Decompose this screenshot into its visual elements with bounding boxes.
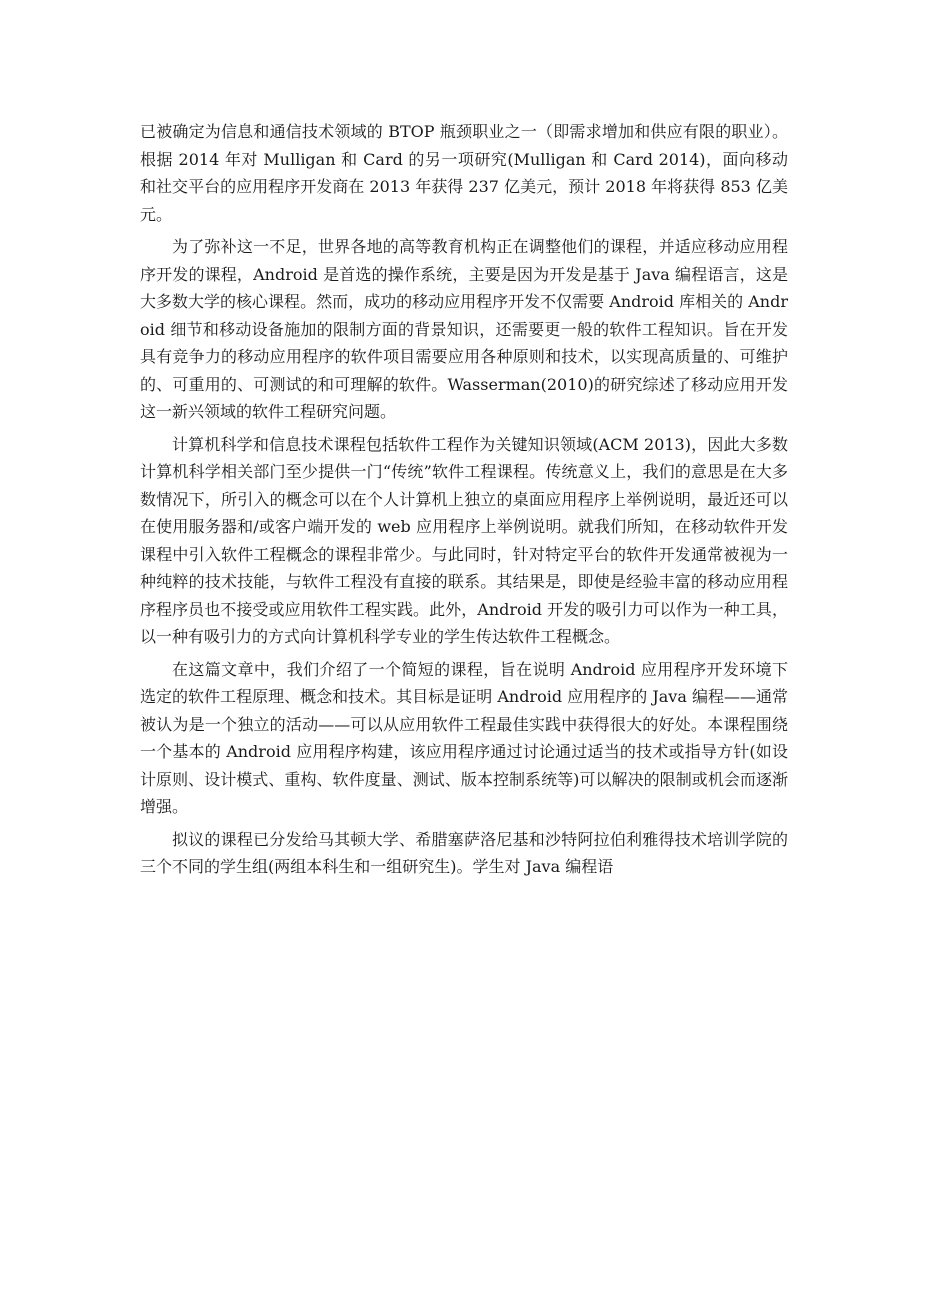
- paragraph-short-course: 在这篇文章中，我们介绍了一个简短的课程，旨在说明 Android 应用程序开发环境下选定的软件工程原理、概念和技术。其目标是证明 Android 应用程序的 Java 编程——通常被认为是一个独立的活动——可以从应用软件工程最佳实践中获得很大的好处。本课程围绕一个基本的 Android 应用程序构建，该应用程序通过讨论通过适当的技术或指导方针(如设计原则、设计模式、重构、软件度量、测试、版本控制系统等)可以解决的限制或机会而逐渐增强。: [140, 659, 788, 816]
- paragraph-student-groups: 拟议的课程已分发给马其顿大学、希腊塞萨洛尼基和沙特阿拉伯利雅得技术培训学院的三个不同的学生组(两组本科生和一组研究生)。学生对 Java 编程语: [140, 829, 788, 876]
- paragraph-traditional-software-engineering: 计算机科学和信息技术课程包括软件工程作为关键知识领域(ACM 2013)，因此大多数计算机科学相关部门至少提供一门“传统”软件工程课程。传统意义上，我们的意思是在大多数情况下，所引入的概念可以在个人计算机上独立的桌面应用程序上举例说明，最近还可以在使用服务器和/或客户端开发的 web 应用程序上举例说明。就我们所知，在移动软件开发课程中引入软件工程概念的课程非常少。与此同时，针对特定平台的软件开发通常被视为一种纯粹的技术技能，与软件工程没有直接的联系。其结果是，即使是经验丰富的移动应用程序程序员也不接受或应用软件工程实践。此外，Android 开发的吸引力可以作为一种工具，以一种有吸引力的方式向计算机科学专业的学生传达软件工程概念。: [140, 434, 788, 646]
- paragraph-btop-occupation: 已被确定为信息和通信技术领域的 BTOP 瓶颈职业之一（即需求增加和供应有限的职业）。根据 2014 年对 Mulligan 和 Card 的另一项研究(Mulligan 和 Card 2014)，面向移动和社交平台的应用程序开发商在 2013 年获得 237 亿美元，预计 2018 年将获得 853 亿美元。: [140, 122, 788, 224]
- paragraph-android-curriculum: 为了弥补这一不足，世界各地的高等教育机构正在调整他们的课程，并适应移动应用程序开发的课程，Android 是首选的操作系统，主要是因为开发是基于 Java 编程语言，这是大多数大学的核心课程。然而，成功的移动应用程序开发不仅需要 Android 库相关的 Android 细节和移动设备施加的限制方面的背景知识，还需要更一般的软件工程知识。旨在开发具有竞争力的移动应用程序的软件项目需要应用各种原则和技术，以实现高质量的、可维护的、可重用的、可测试的和可理解的软件。Wasserman(2010)的研究综述了移动应用开发这一新兴领域的软件工程研究问题。: [140, 237, 788, 421]
- document-body: [140, 118, 788, 886]
